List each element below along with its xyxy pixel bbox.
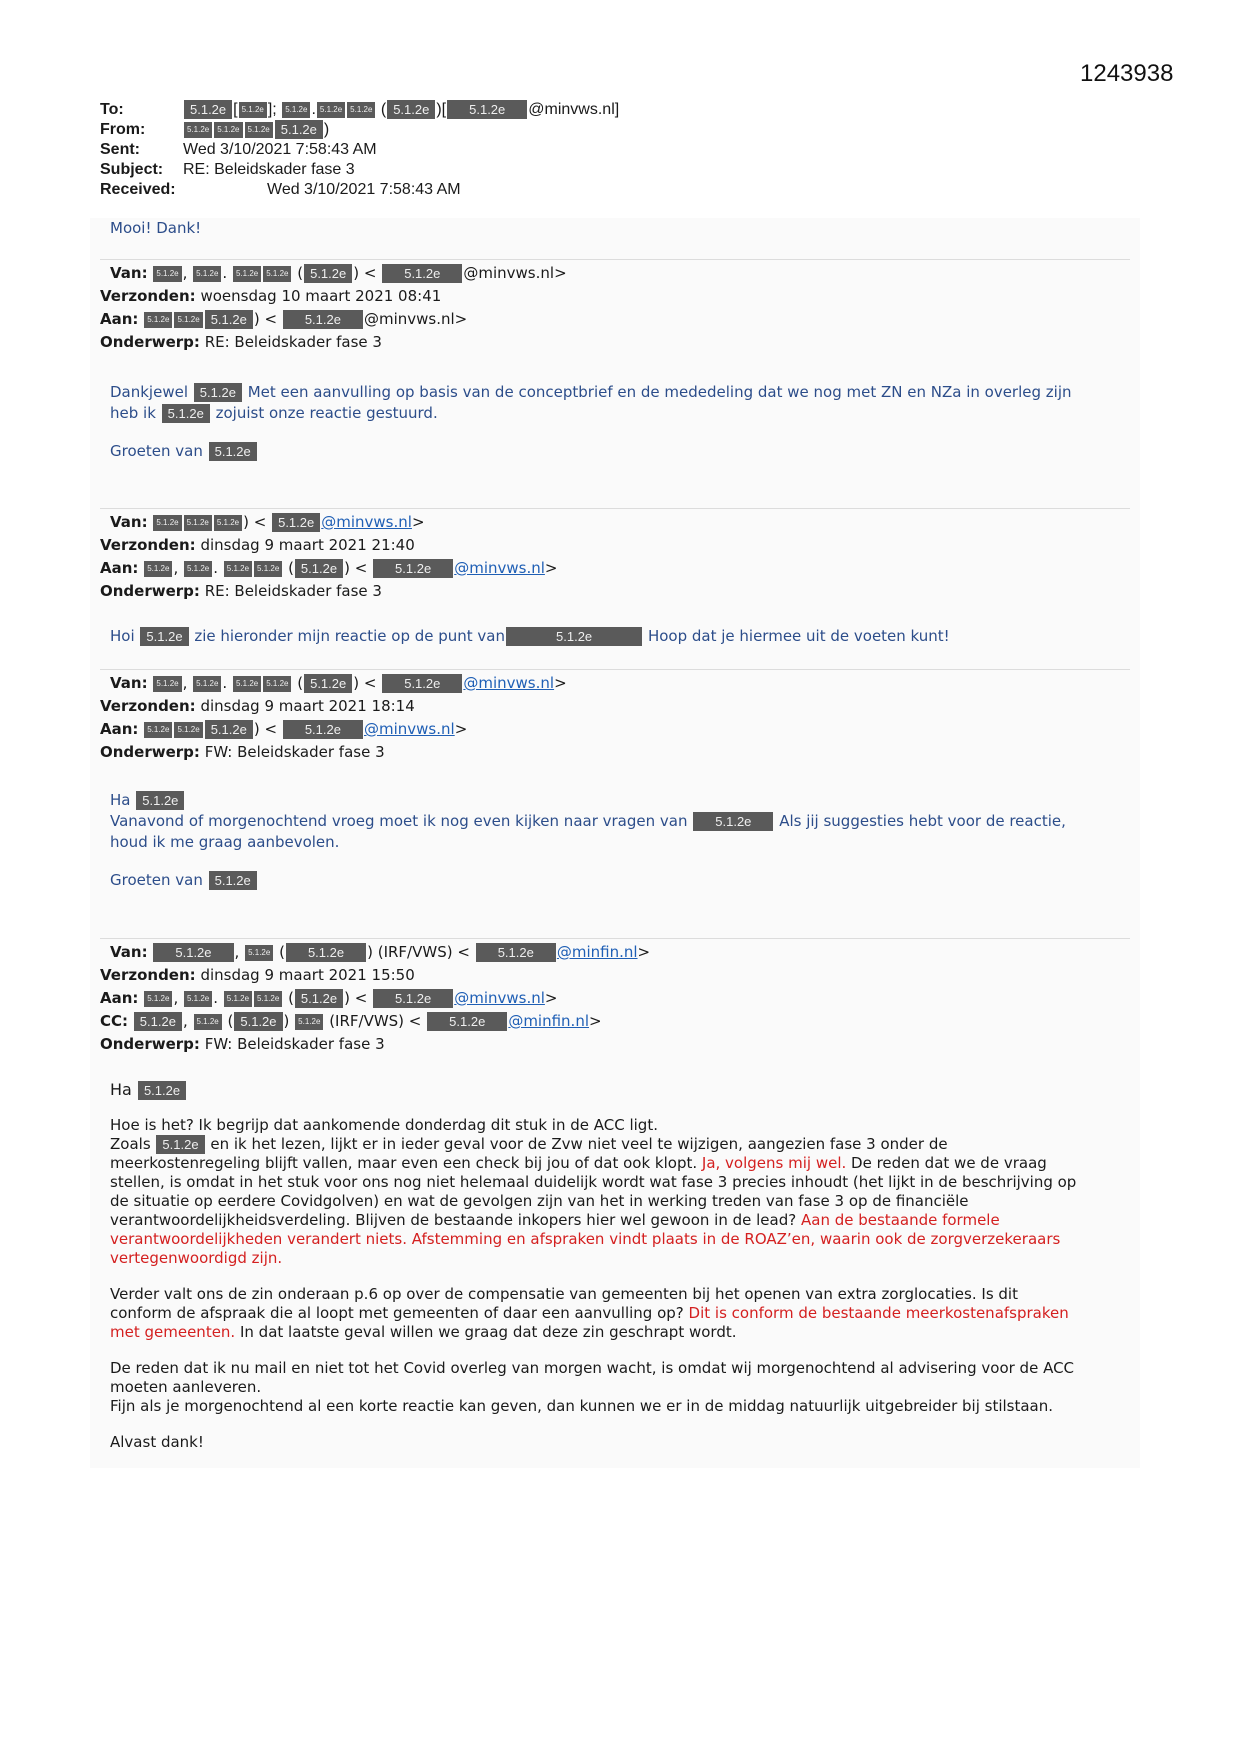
separator	[100, 669, 1130, 670]
redaction: 5.1.2e	[239, 102, 267, 118]
separator	[100, 938, 1130, 939]
aan-row: Aan: 5.1.2e , 5.1.2e . 5.1.2e 5.1.2e ( 5.1.2e ) < 5.1.2e @minvws.nl>	[100, 989, 558, 1007]
greeting-text: Groeten van	[110, 871, 203, 889]
separator	[100, 259, 1130, 260]
body-text: Vanavond of morgenochtend vroeg moet ik nog even kijken naar vragen van	[110, 812, 688, 830]
redaction: 5.1.2e	[214, 122, 242, 138]
body-text: De reden dat we de vraag	[851, 1154, 1047, 1172]
redaction: 5.1.2e	[254, 991, 282, 1007]
document-number: 1243938	[1080, 60, 1174, 87]
greeting	[110, 441, 1120, 462]
onderwerp-row	[100, 741, 1130, 764]
redaction: 5.1.2e	[174, 312, 202, 328]
redaction: 5.1.2e	[233, 266, 261, 282]
redaction: 5.1.2e	[275, 120, 323, 139]
body-line: de situatie op eerdere Covidgolven) en wat de gevolgen zijn van het in werking treden van fase 3 op de financiële	[110, 1192, 969, 1210]
redaction: 5.1.2e	[295, 989, 343, 1008]
body-line: Fijn als je morgenochtend al een korte reactie kan geven, dan kunnen we er in de middag natuurlijk uitgebreider bij stilstaan.	[110, 1397, 1054, 1415]
answer-line: vertegenwoordigd zijn.	[110, 1249, 283, 1267]
body-line: houd ik me graag aanbevolen.	[110, 833, 340, 851]
verzonden-value: dinsdag 9 maart 2021 15:50	[200, 966, 415, 984]
redaction: 5.1.2e	[136, 791, 184, 810]
subject-row	[100, 160, 619, 180]
to-domain: @minvws.nl]	[528, 101, 620, 118]
message-1-body	[110, 382, 1120, 462]
redaction: 5.1.2e	[427, 1012, 507, 1031]
body-text: Ha	[110, 1080, 132, 1099]
verzonden-row	[100, 285, 1130, 308]
onderwerp-value: FW: Beleidskader fase 3	[204, 743, 385, 761]
redaction: 5.1.2e	[373, 559, 453, 578]
message-header	[100, 100, 619, 200]
onderwerp-label: Onderwerp:	[100, 1035, 200, 1053]
aan-domain: @minvws.nl>	[363, 310, 468, 328]
body-line	[110, 403, 1120, 424]
body-text: Ha	[110, 791, 131, 809]
redaction: 5.1.2e	[295, 1014, 323, 1030]
verzonden-label: Verzonden:	[100, 966, 196, 984]
onderwerp-label: Onderwerp:	[100, 743, 200, 761]
redaction: 5.1.2e	[144, 312, 172, 328]
message-4-body	[110, 1080, 1120, 1452]
aan-label: Aan:	[100, 559, 139, 577]
reply-body	[110, 218, 1120, 239]
redaction: 5.1.2e	[447, 100, 527, 119]
body-line	[110, 626, 1120, 647]
answer-line: verantwoordelijkheden verandert niets. Afstemming en afspraken vindt plaats in de ROAZ’en, waarin ook de zorgverzekeraars	[110, 1230, 1061, 1248]
from-label: From:	[100, 121, 146, 138]
redaction: 5.1.2e	[184, 122, 212, 138]
sent-label: Sent:	[100, 141, 140, 158]
verzonden-value: dinsdag 9 maart 2021 21:40	[200, 536, 415, 554]
redaction: 5.1.2e	[184, 100, 232, 119]
van-label: Van:	[110, 943, 148, 961]
redaction: 5.1.2e	[245, 122, 273, 138]
body-line: Alvast dank!	[110, 1433, 204, 1451]
redaction: 5.1.2e	[272, 513, 320, 532]
onderwerp-label: Onderwerp:	[100, 333, 200, 351]
redaction: 5.1.2e	[295, 559, 343, 578]
message-3-body	[110, 790, 1120, 891]
separator	[100, 508, 1130, 509]
message-2-body	[110, 626, 1120, 647]
verzonden-value: dinsdag 9 maart 2021 18:14	[200, 697, 415, 715]
email-link[interactable]: @minfin.nl	[556, 943, 638, 961]
redaction: 5.1.2e	[144, 722, 172, 738]
redaction: 5.1.2e	[174, 722, 202, 738]
redaction: 5.1.2e	[205, 720, 253, 739]
redaction: 5.1.2e	[387, 100, 435, 119]
verzonden-label: Verzonden:	[100, 697, 196, 715]
body-line: De reden dat ik nu mail en niet tot het Covid overleg van morgen wacht, is omdat wij morgenochtend al advisering voor de ACC	[110, 1359, 1075, 1377]
redaction: 5.1.2e	[304, 264, 352, 283]
to-label: To:	[100, 101, 124, 118]
verzonden-label: Verzonden:	[100, 536, 196, 554]
van-label: Van:	[110, 674, 148, 692]
received-label: Received:	[100, 181, 176, 198]
redaction: 5.1.2e	[184, 561, 212, 577]
verzonden-value: woensdag 10 maart 2021 08:41	[200, 287, 442, 305]
body-text: en ik het lezen, lijkt er in ieder geval voor de Zvw niet veel te wijzigen, aangezien fase 3 onder de	[210, 1135, 948, 1153]
body-line	[110, 1080, 1120, 1100]
body-line	[110, 1211, 1120, 1230]
email-link[interactable]: @minvws.nl	[454, 559, 545, 577]
van-label: Van:	[110, 264, 148, 282]
redaction: 5.1.2e	[193, 676, 221, 692]
van-label: Van:	[110, 513, 148, 531]
body-text: meerkostenregeling blijft vallen, maar even een check bij jou of dat ook klopt.	[110, 1154, 698, 1172]
body-line	[110, 811, 1120, 832]
email-link[interactable]: @minfin.nl	[508, 1012, 589, 1030]
email-link[interactable]: @minvws.nl	[363, 720, 455, 738]
body-text: Hoi	[110, 627, 135, 645]
redaction: 5.1.2e	[317, 102, 345, 118]
verzonden-label: Verzonden:	[100, 287, 196, 305]
redaction: 5.1.2e	[233, 676, 261, 692]
body-line	[110, 1323, 1120, 1342]
body-line: moeten aanleveren.	[110, 1378, 262, 1396]
subject-label: Subject:	[100, 161, 164, 178]
aan-label: Aan:	[100, 989, 139, 1007]
van-row: Van: 5.1.2e , 5.1.2e ( 5.1.2e ) (IRF/VWS) < 5.1.2e @minfin.nl>	[110, 943, 651, 961]
redaction: 5.1.2e	[153, 266, 181, 282]
redaction: 5.1.2e	[144, 561, 172, 577]
van-row: Van: 5.1.2e , 5.1.2e . 5.1.2e 5.1.2e ( 5.1.2e ) < 5.1.2e @minvws.nl>	[110, 674, 567, 692]
onderwerp-row	[100, 331, 1130, 354]
redaction: 5.1.2e	[373, 989, 453, 1008]
van-row: Van: 5.1.2e , 5.1.2e . 5.1.2e 5.1.2e ( 5.1.2e ) < 5.1.2e @minvws.nl>	[110, 264, 567, 282]
redaction: 5.1.2e	[140, 627, 188, 646]
answer-text: met gemeenten.	[110, 1323, 236, 1341]
redaction: 5.1.2e	[263, 266, 291, 282]
answer-text: Aan de bestaande formele	[801, 1211, 1000, 1229]
message-4-header	[100, 941, 1130, 1056]
redaction: 5.1.2e	[382, 264, 462, 283]
redaction: 5.1.2e	[254, 561, 282, 577]
redaction: 5.1.2e	[283, 310, 363, 329]
body-text: verantwoordelijkheidsverdeling. Blijven de bestaande inkopers hier wel gewoon in de lead?	[110, 1211, 797, 1229]
answer-text: Ja, volgens mij wel.	[701, 1154, 847, 1172]
redaction: 5.1.2e	[693, 812, 773, 831]
redaction: 5.1.2e	[283, 720, 363, 739]
verzonden-row	[100, 695, 1130, 718]
email-link[interactable]: @minvws.nl	[454, 989, 545, 1007]
redaction: 5.1.2e	[194, 1014, 222, 1030]
redaction: 5.1.2e	[156, 1135, 204, 1154]
redaction: 5.1.2e	[138, 1081, 186, 1100]
redaction: 5.1.2e	[134, 1012, 182, 1031]
answer-text: Dit is conform de bestaande meerkostenafspraken	[688, 1304, 1069, 1322]
body-text: In dat laatste geval willen we graag dat deze zin geschrapt wordt.	[239, 1323, 737, 1341]
body-line	[110, 1304, 1120, 1323]
redaction: 5.1.2e	[162, 404, 210, 423]
redaction: 5.1.2e	[205, 310, 253, 329]
redaction: 5.1.2e	[286, 943, 366, 962]
body-text: Zoals	[110, 1135, 151, 1153]
body-line	[110, 1154, 1120, 1173]
message-2-header	[100, 511, 1130, 603]
sent-value: Wed 3/10/2021 7:58:43 AM	[183, 141, 377, 158]
onderwerp-value: FW: Beleidskader fase 3	[204, 1035, 385, 1053]
onderwerp-label: Onderwerp:	[100, 582, 200, 600]
redaction: 5.1.2e	[347, 102, 375, 118]
reply-text: Mooi! Dank!	[110, 219, 202, 237]
van-row: Van: 5.1.2e 5.1.2e 5.1.2e ) < 5.1.2e @minvws.nl>	[110, 513, 425, 531]
body-line	[110, 382, 1120, 403]
redaction: 5.1.2e	[245, 945, 273, 961]
redaction: 5.1.2e	[224, 561, 252, 577]
aan-label: Aan:	[100, 310, 139, 328]
greeting	[110, 870, 1120, 891]
redaction: 5.1.2e	[153, 676, 181, 692]
redaction: 5.1.2e	[476, 943, 556, 962]
redaction: 5.1.2e	[304, 674, 352, 693]
greeting-text: Groeten van	[110, 442, 203, 460]
redaction: 5.1.2e	[153, 943, 233, 962]
aan-row: Aan: 5.1.2e , 5.1.2e . 5.1.2e 5.1.2e ( 5.1.2e ) < 5.1.2e @minvws.nl>	[100, 559, 558, 577]
onderwerp-row	[100, 580, 1130, 603]
body-text: conform de afspraak die al loopt met gemeenten of daar een aanvulling op?	[110, 1304, 684, 1322]
body-text: heb ik	[110, 404, 156, 422]
body-text: Hoop dat je hiermee uit de voeten kunt!	[647, 627, 950, 645]
email-link[interactable]: @minvws.nl	[321, 513, 412, 531]
org-text: ) (IRF/VWS) <	[367, 943, 470, 961]
aan-row: Aan: 5.1.2e 5.1.2e 5.1.2e ) < 5.1.2e @minvws.nl>	[100, 720, 468, 738]
from-row	[100, 120, 619, 140]
redaction: 5.1.2e	[184, 515, 212, 531]
onderwerp-value: RE: Beleidskader fase 3	[204, 582, 382, 600]
van-domain: @minvws.nl>	[463, 264, 567, 282]
onderwerp-value: RE: Beleidskader fase 3	[204, 333, 382, 351]
redaction: 5.1.2e	[506, 627, 642, 646]
body-text: Met een aanvulling op basis van de conceptbrief en de mededeling dat we nog met ZN en NZa in overleg zijn	[247, 383, 1072, 401]
aan-row: Aan: 5.1.2e 5.1.2e 5.1.2e ) < 5.1.2e @minvws.nl>	[100, 310, 468, 328]
body-line	[110, 1135, 1120, 1154]
body-text: Als jij suggesties hebt voor de reactie,	[779, 812, 1066, 830]
body-text: zie hieronder mijn reactie op de punt van	[194, 627, 506, 645]
cc-label: CC:	[100, 1012, 129, 1030]
body-line: Verder valt ons de zin onderaan p.6 op over de compensatie van gemeenten bij het openen van extra zorglocaties. Is dit	[110, 1285, 1018, 1303]
body-text: zojuist onze reactie gestuurd.	[215, 404, 438, 422]
from-value: 5.1.2e 5.1.2e 5.1.2e 5.1.2e )	[183, 120, 329, 140]
redaction: 5.1.2e	[209, 871, 257, 890]
sent-row	[100, 140, 619, 160]
redaction: 5.1.2e	[382, 674, 462, 693]
redaction: 5.1.2e	[184, 991, 212, 1007]
verzonden-row	[100, 964, 1130, 987]
org-text: (IRF/VWS) <	[329, 1012, 422, 1030]
email-link[interactable]: @minvws.nl	[463, 674, 555, 692]
to-value: 5.1.2e [ 5.1.2e ]; 5.1.2e . 5.1.2e 5.1.2e ( 5.1.2e )[ 5.1.2e @minvws.nl]	[183, 100, 619, 120]
aan-label: Aan:	[100, 720, 139, 738]
received-value: Wed 3/10/2021 7:58:43 AM	[267, 181, 461, 198]
redaction: 5.1.2e	[153, 515, 181, 531]
message-1-header	[100, 262, 1130, 354]
redaction: 5.1.2e	[282, 102, 310, 118]
received-row	[100, 180, 619, 200]
redaction: 5.1.2e	[194, 383, 242, 402]
redaction: 5.1.2e	[214, 515, 242, 531]
subject-value: RE: Beleidskader fase 3	[183, 161, 355, 178]
verzonden-row	[100, 534, 1130, 557]
redaction: 5.1.2e	[209, 442, 257, 461]
to-row	[100, 100, 619, 120]
redaction: 5.1.2e	[224, 991, 252, 1007]
body-line: Hoe is het? Ik begrijp dat aankomende donderdag dit stuk in de ACC ligt.	[110, 1116, 658, 1134]
redaction: 5.1.2e	[234, 1012, 282, 1031]
message-3-header	[100, 672, 1130, 764]
redaction: 5.1.2e	[193, 266, 221, 282]
redaction: 5.1.2e	[263, 676, 291, 692]
body-line: stellen, is omdat in het stuk voor ons nog niet helemaal duidelijk wordt wat fase 3 precies inhoudt (het lijkt in de beschrijving op	[110, 1173, 1077, 1191]
body-text: Dankjewel	[110, 383, 188, 401]
redaction: 5.1.2e	[144, 991, 172, 1007]
onderwerp-row	[100, 1033, 1130, 1056]
cc-row: CC: 5.1.2e , 5.1.2e ( 5.1.2e ) 5.1.2e (IRF/VWS) < 5.1.2e @minfin.nl>	[100, 1012, 602, 1030]
body-line	[110, 790, 1120, 811]
